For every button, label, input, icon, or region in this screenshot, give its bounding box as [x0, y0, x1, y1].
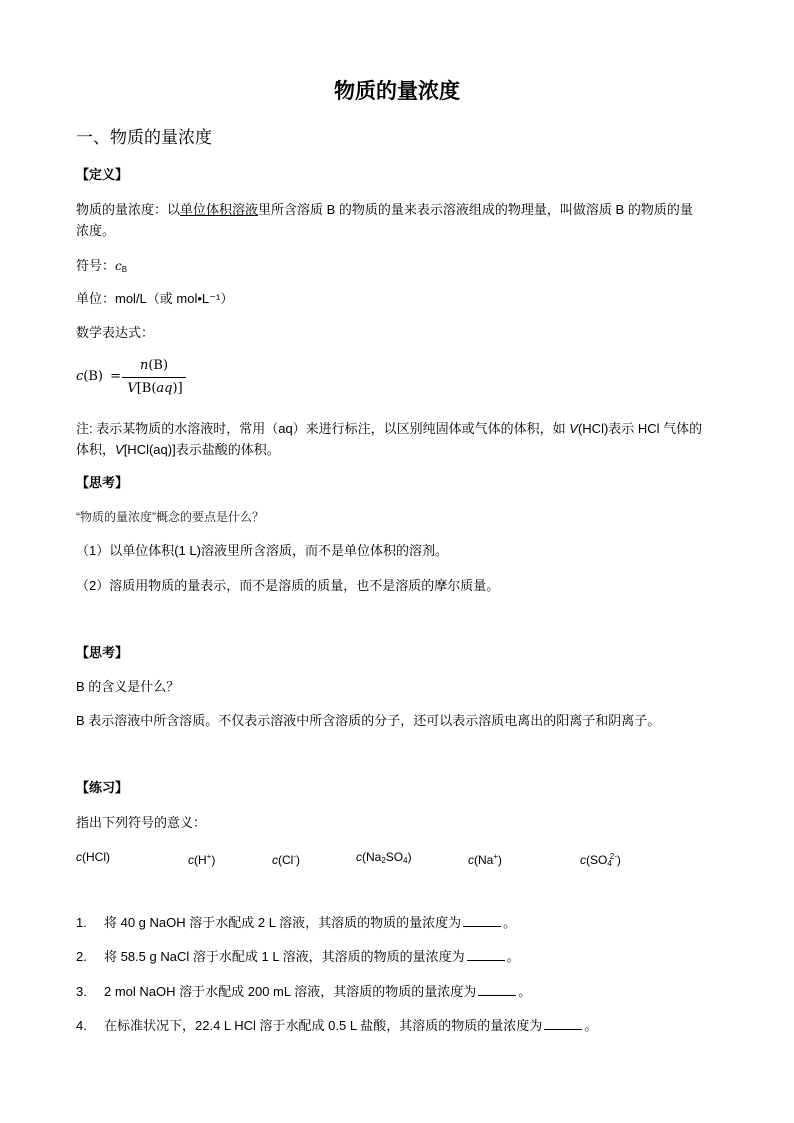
symbol-body: (Na	[362, 850, 382, 864]
symbol-tail: )	[211, 853, 216, 867]
think-header-1: 【思考】	[76, 475, 129, 490]
symbol-tail: SO	[385, 850, 404, 864]
think-point-2: （2）溶质用物质的量表示，而不是溶质的质量，也不是溶质的摩尔质量。	[76, 578, 500, 593]
symbol-body: (Na	[474, 853, 494, 867]
symbol-item-cl-minus	[272, 848, 300, 869]
symbol-item-na-plus	[468, 848, 502, 869]
formula-equals: =	[110, 369, 122, 384]
symbol-body: (H	[194, 853, 207, 867]
note-line-1	[76, 420, 702, 438]
answer-blank[interactable]	[544, 1017, 582, 1030]
definition-underlined: 单位体积溶液	[180, 202, 259, 217]
definition-pre: 物质的量浓度：以	[76, 202, 181, 217]
question-number: 1.	[76, 915, 87, 930]
question-text: 在标准状况下，22.4 L HCl 溶于水配成 0.5 L 盐酸，其溶质的物质的量浓度为	[104, 1018, 543, 1033]
practice-header: 【练习】	[76, 780, 129, 795]
question-number: 3.	[76, 984, 87, 999]
symbol-tail: )	[296, 853, 300, 867]
note-pre: 注: 表示某物质的水溶液时，常用（aq）来进行标注，以区别纯固体或气体的体积，如	[76, 421, 570, 436]
fraction-bar	[122, 377, 186, 378]
symbol-tail: )	[498, 853, 503, 867]
symbol-sub: 2	[381, 856, 386, 865]
question-number: 4.	[76, 1018, 87, 1033]
symbol-body: (Cl	[278, 853, 294, 867]
answer-blank[interactable]	[463, 914, 501, 927]
question-end: 。	[506, 949, 520, 964]
question-1	[76, 914, 516, 932]
formula-v: V	[127, 381, 137, 396]
symbol-close: )	[407, 850, 412, 864]
question-text: 将 58.5 g NaCl 溶于水配成 1 L 溶液，其溶质的物质的量浓度为	[104, 949, 465, 964]
symbol-c: c	[468, 853, 474, 867]
think-point-1: （1）以单位体积(1 L)溶液里所含溶质，而不是单位体积的溶剂。	[76, 543, 448, 558]
symbol-c: c	[272, 853, 278, 867]
formula-den-close: )]	[172, 381, 183, 396]
symbol-item-h-plus	[188, 848, 215, 869]
question-4	[76, 1017, 597, 1035]
question-number: 2.	[76, 949, 87, 964]
math-label: 数学表达式：	[76, 325, 155, 340]
question-text: 将 40 g NaOH 溶于水配成 2 L 溶液，其溶质的物质的量浓度为	[104, 915, 462, 930]
symbol-item-so4	[580, 848, 621, 873]
symbol-c: c	[188, 853, 194, 867]
question-end: 。	[584, 1018, 598, 1033]
formula-den-open: [B(	[136, 381, 157, 396]
symbol-label: 符号：	[76, 258, 116, 273]
think-question-2: B 的含义是什么？	[76, 679, 180, 694]
formula-aq: aq	[156, 381, 173, 396]
answer-blank[interactable]	[467, 948, 505, 961]
symbol-c: c	[356, 850, 362, 864]
symbol-sub-2: 4	[403, 856, 408, 865]
question-2	[76, 948, 520, 966]
symbol-sup: 2-	[609, 852, 617, 861]
practice-intro: 指出下列符号的意义：	[76, 815, 207, 830]
formula-c: c	[76, 369, 84, 384]
symbol-close: )	[616, 853, 621, 867]
symbol-sup: -	[293, 852, 296, 861]
symbol-c: c	[115, 259, 122, 273]
formula-b: (B)	[83, 369, 103, 384]
note2-pre: 体积，	[76, 442, 116, 457]
definition-header: 【定义】	[76, 167, 129, 182]
symbol-item-na2so4	[356, 848, 412, 870]
definition-line-2: 浓度。	[76, 223, 116, 238]
formula-denominator	[120, 381, 190, 396]
think-header-2: 【思考】	[76, 645, 129, 660]
symbol-sup: +	[493, 852, 499, 861]
think-question-1: “物质的量浓度”概念的要点是什么？	[76, 510, 264, 524]
question-end: 。	[518, 984, 532, 999]
definition-post: 里所含溶质 B 的物质的量来表示溶液组成的物理量，叫做溶质 B 的物质的量	[258, 202, 693, 217]
formula-lhs	[76, 369, 121, 384]
answer-blank[interactable]	[478, 983, 516, 996]
definition-line-1	[76, 201, 693, 219]
formula-numerator: n(B)	[139, 358, 169, 373]
symbol-item-hcl	[76, 848, 110, 866]
section-heading: 一、物质的量浓度	[76, 128, 212, 147]
symbol-c: c	[76, 850, 82, 864]
think-answer-2: B 表示溶液中所含溶质。不仅表示溶液中所含溶质的分子，还可以表示溶质电离出的阳离子和阴离子。	[76, 713, 661, 728]
page-title: 物质的量浓度	[334, 80, 460, 103]
note2-v: V	[115, 442, 124, 457]
symbol-line	[76, 257, 127, 279]
question-3	[76, 983, 531, 1001]
concentration-formula	[76, 358, 206, 400]
note-line-2	[76, 441, 280, 459]
note2-post: [HCl(aq)]表示盐酸的体积。	[123, 442, 280, 457]
symbol-body: (HCl)	[82, 850, 110, 864]
question-end: 。	[503, 915, 517, 930]
symbol-body: (SO	[586, 853, 608, 867]
symbol-sup: +	[206, 852, 212, 861]
note-post: (HCl)表示 HCl 气体的	[577, 421, 703, 436]
question-text: 2 mol NaOH 溶于水配成 200 mL 溶液，其溶质的物质的量浓度为	[104, 984, 477, 999]
symbol-sub: B	[121, 265, 128, 274]
symbol-sub: 4	[607, 859, 612, 868]
unit-line: 单位：mol/L（或 mol•L⁻¹）	[76, 291, 234, 306]
symbol-c: c	[580, 853, 586, 867]
note-v: V	[569, 421, 578, 436]
